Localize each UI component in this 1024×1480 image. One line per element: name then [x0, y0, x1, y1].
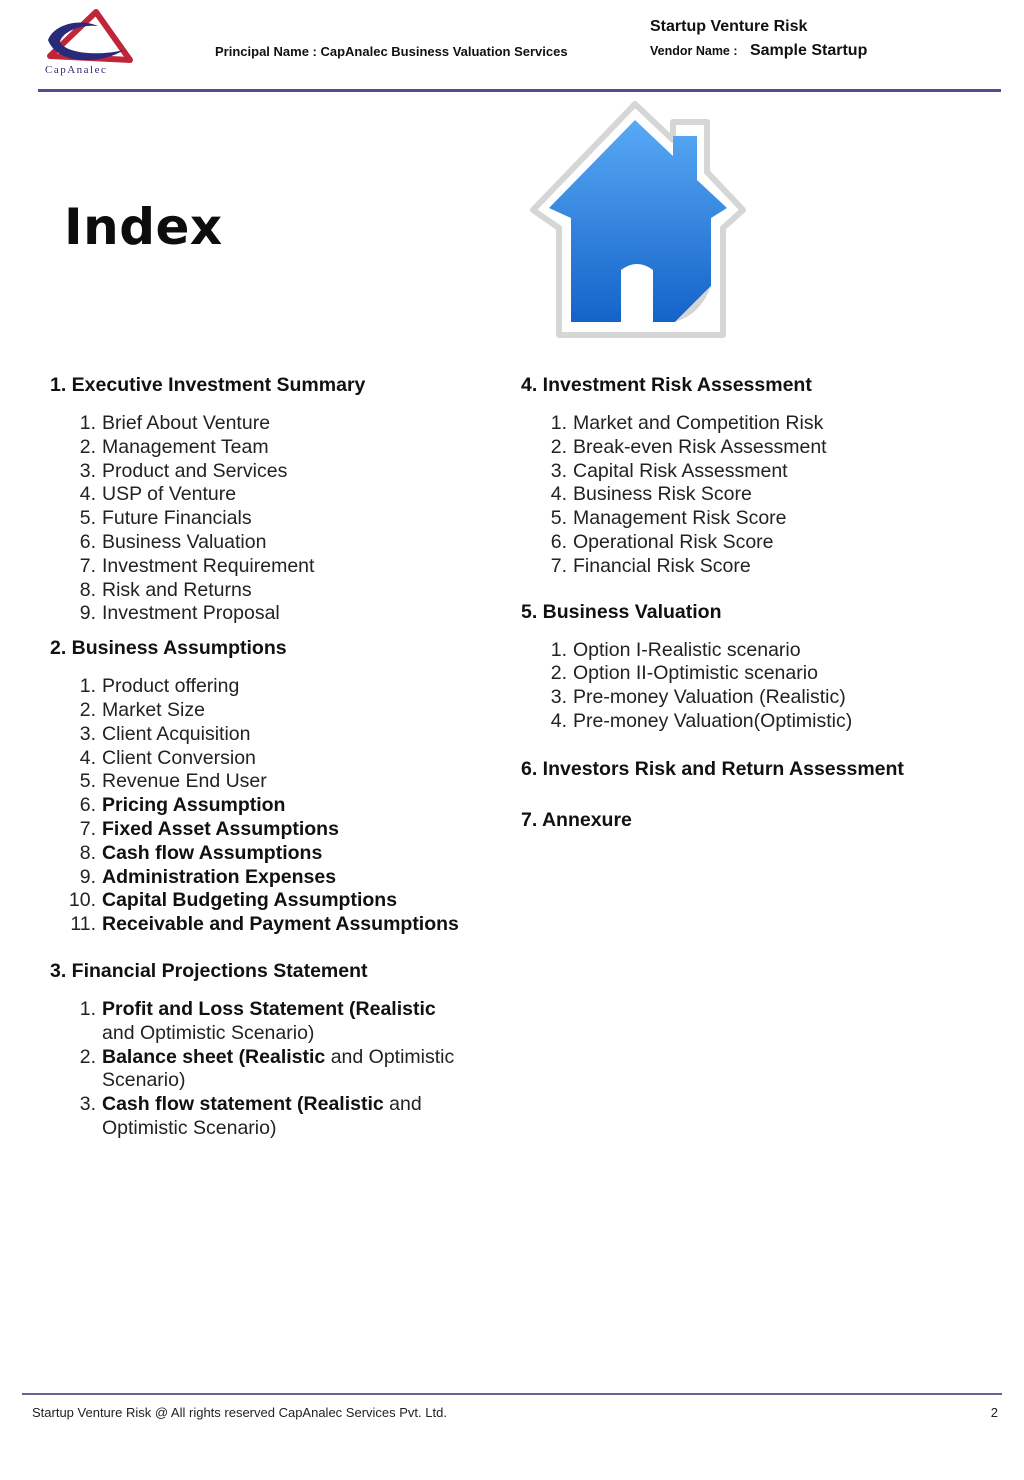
item-number: 6.: [79, 794, 96, 817]
section-heading: 1. Executive Investment Summary: [50, 374, 366, 396]
section-business-assumptions: [50, 635, 500, 937]
item-number: 9.: [79, 602, 96, 625]
section-items: [50, 675, 500, 937]
section-heading: 2. Business Assumptions: [50, 637, 287, 660]
list-item: [50, 602, 500, 626]
list-item: [50, 460, 500, 484]
item-number: 1.: [79, 675, 96, 698]
item-number: 11.: [70, 913, 96, 936]
item-text: Pricing Assumption: [102, 794, 286, 817]
list-item: [50, 723, 500, 747]
item-number: 3.: [79, 1093, 96, 1116]
item-text: Administration Expenses: [102, 865, 337, 888]
section-items: [50, 998, 500, 1141]
item-text: Fixed Asset Assumptions: [102, 817, 339, 840]
item-number: 4.: [79, 746, 96, 769]
item-number: 7.: [79, 554, 96, 577]
item-text: Future Financials: [102, 507, 252, 530]
section-heading: 3. Financial Projections Statement: [50, 959, 368, 982]
item-text: Option II-Optimistic scenario: [573, 662, 818, 685]
page-title: Index: [64, 198, 223, 256]
item-number: 10.: [68, 889, 96, 912]
item-text: and: [383, 1093, 422, 1116]
list-item: [50, 1046, 500, 1094]
item-text: Market and Competition Risk: [573, 412, 824, 434]
header-divider: [38, 89, 1001, 92]
item-number: 2.: [550, 435, 567, 458]
item-text-bold: Balance sheet (Realistic: [102, 1045, 326, 1068]
item-text: Cash flow Assumptions: [102, 841, 323, 864]
section-annexure: [521, 807, 971, 833]
item-text: Management Team: [102, 435, 269, 458]
item-text-bold: Profit and Loss Statement (Realistic: [102, 997, 436, 1020]
item-text: Financial Risk Score: [573, 554, 751, 577]
item-number: 8.: [79, 841, 96, 864]
section-investors-risk-return: [521, 756, 971, 782]
section-heading: 7. Annexure: [521, 808, 632, 831]
list-item: [50, 507, 500, 531]
item-text: Capital Risk Assessment: [573, 459, 788, 482]
item-text-bold: Cash flow statement (Realistic: [102, 1093, 384, 1116]
item-text: Pre-money Valuation(Optimistic): [573, 709, 853, 732]
item-text: Management Risk Score: [573, 507, 787, 530]
item-text: Market Size: [102, 698, 205, 721]
list-item: [50, 699, 500, 723]
item-text: Client Conversion: [102, 746, 256, 769]
item-number: 1.: [550, 412, 567, 434]
list-item: [50, 531, 500, 555]
section-items: [50, 412, 500, 626]
item-number: 3.: [550, 459, 567, 482]
section-investment-risk: [521, 372, 971, 579]
vendor-label: Vendor Name :: [650, 44, 738, 58]
item-number: 8.: [79, 578, 96, 601]
item-number: 5.: [79, 770, 96, 793]
section-heading: 5. Business Valuation: [521, 600, 722, 623]
list-item: [521, 436, 971, 460]
item-number: 6.: [79, 530, 96, 553]
list-item: [521, 662, 971, 686]
list-item: [50, 770, 500, 794]
item-text: Pre-money Valuation (Realistic): [573, 686, 846, 709]
list-item: [521, 639, 971, 663]
list-item: [50, 913, 500, 937]
item-number: 4.: [550, 483, 567, 506]
item-text: Break-even Risk Assessment: [573, 435, 827, 458]
item-text: USP of Venture: [102, 483, 237, 506]
list-item: [50, 866, 500, 890]
item-text: Client Acquisition: [102, 722, 251, 745]
list-item: [50, 412, 500, 436]
list-item: [50, 998, 500, 1046]
list-item: [50, 794, 500, 818]
item-text: Investment Proposal: [102, 602, 280, 625]
section-heading: 6. Investors Risk and Return Assessment: [521, 757, 904, 780]
item-number: 3.: [550, 686, 567, 709]
item-text: Receivable and Payment Assumptions: [102, 913, 459, 936]
item-text: Business Risk Score: [573, 483, 752, 506]
list-item: [50, 747, 500, 771]
list-item: [50, 1093, 500, 1141]
footer-copyright: Startup Venture Risk @ All rights reserved CapAnalec Services Pvt. Ltd.: [32, 1405, 447, 1420]
item-number: 7.: [550, 554, 567, 577]
list-item: [521, 483, 971, 507]
item-number: 4.: [79, 483, 96, 506]
item-text-continued: Optimistic Scenario): [102, 1116, 277, 1139]
item-number: 3.: [79, 459, 96, 482]
section-items: [521, 412, 971, 579]
section-financial-projections: [50, 958, 500, 1141]
item-text: Investment Requirement: [102, 554, 315, 577]
item-text: Capital Budgeting Assumptions: [102, 889, 398, 912]
item-text: Brief About Venture: [102, 412, 271, 434]
list-item: [521, 686, 971, 710]
item-number: 1.: [79, 412, 96, 434]
list-item: [521, 531, 971, 555]
item-text: Business Valuation: [102, 530, 267, 553]
item-number: 3.: [79, 722, 96, 745]
index-right-column: [521, 372, 971, 833]
section-business-valuation: [521, 599, 971, 734]
section-executive-summary: [50, 372, 500, 626]
item-number: 6.: [550, 530, 567, 553]
list-item: [50, 483, 500, 507]
item-number: 2.: [550, 662, 567, 685]
item-number: 5.: [79, 507, 96, 530]
principal-name: Principal Name : CapAnalec Business Valuation Services: [215, 44, 568, 59]
item-number: 2.: [79, 435, 96, 458]
item-number: 1.: [550, 638, 567, 661]
list-item: [50, 818, 500, 842]
section-items: [521, 639, 971, 734]
page-number: 2: [990, 1405, 998, 1420]
home-icon: [525, 100, 750, 345]
list-item: [50, 675, 500, 699]
section-heading: 4. Investment Risk Assessment: [521, 374, 812, 396]
item-text: Product offering: [102, 675, 240, 698]
item-number: 2.: [79, 1045, 96, 1068]
item-number: 9.: [79, 865, 96, 888]
item-number: 2.: [79, 698, 96, 721]
logo-wordmark: CapAnalec: [45, 64, 108, 76]
list-item: [50, 889, 500, 913]
item-number: 5.: [550, 507, 567, 530]
item-text: and Optimistic: [325, 1045, 455, 1068]
list-item: [521, 555, 971, 579]
index-left-column: [50, 372, 500, 1141]
item-text: Product and Services: [102, 459, 288, 482]
vendor-row: [650, 42, 867, 60]
list-item: [521, 460, 971, 484]
item-text: Operational Risk Score: [573, 530, 774, 553]
list-item: [50, 579, 500, 603]
item-text-continued: Scenario): [102, 1069, 186, 1092]
item-text-continued: and Optimistic Scenario): [102, 1021, 315, 1044]
item-number: 7.: [79, 817, 96, 840]
item-number: 4.: [550, 709, 567, 732]
footer-divider: [22, 1393, 1002, 1395]
item-text: Option I-Realistic scenario: [573, 638, 801, 661]
list-item: [50, 842, 500, 866]
list-item: [521, 710, 971, 734]
list-item: [50, 555, 500, 579]
vendor-name: Sample Startup: [749, 42, 868, 59]
list-item: [521, 507, 971, 531]
item-text: Revenue End User: [102, 770, 267, 793]
item-text: Risk and Returns: [102, 578, 252, 601]
list-item: [521, 412, 971, 436]
item-number: 1.: [79, 997, 96, 1020]
document-title: Startup Venture Risk: [650, 18, 808, 35]
list-item: [50, 436, 500, 460]
